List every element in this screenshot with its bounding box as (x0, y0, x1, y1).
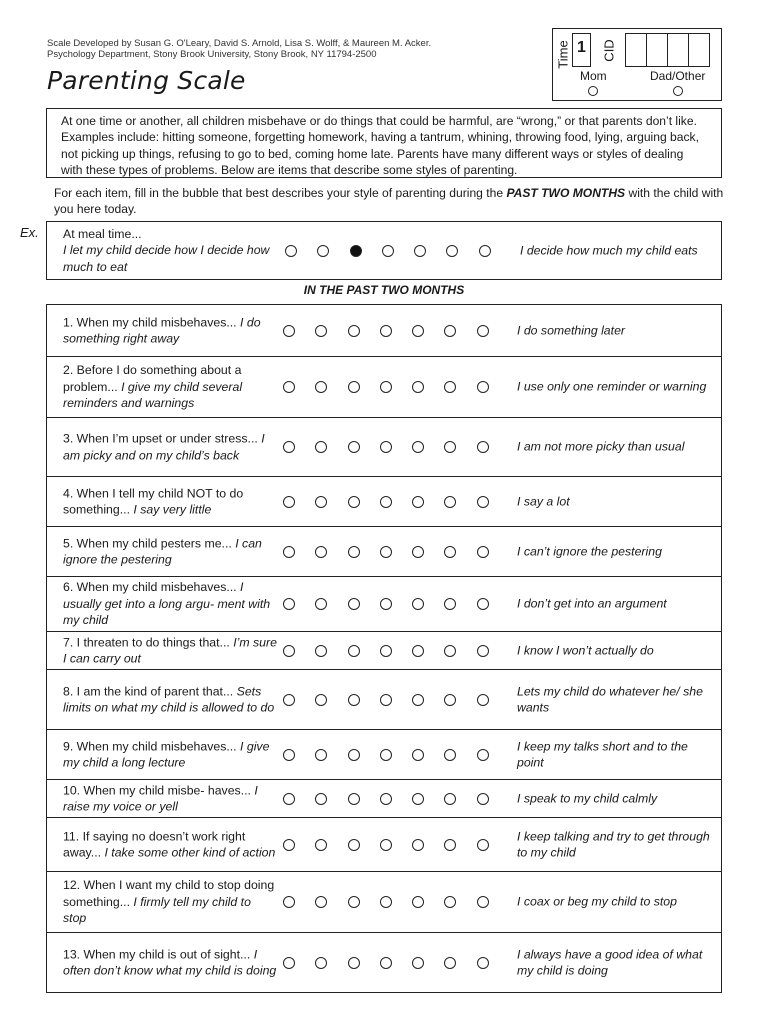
item-3-bubble-5[interactable] (412, 441, 424, 453)
section-heading: IN THE PAST TWO MONTHS (303, 283, 465, 297)
item-1-bubble-2[interactable] (315, 325, 327, 337)
item-9-bubble-2[interactable] (315, 749, 327, 761)
scale-credit (47, 38, 431, 60)
example-left (63, 226, 277, 276)
item-row-2 (47, 356, 721, 417)
item-13-bubble-1[interactable] (283, 957, 295, 969)
item-11-bubble-4[interactable] (380, 839, 392, 851)
example-bubble-5[interactable] (414, 245, 426, 257)
example-bubble-4[interactable] (382, 245, 394, 257)
item-7-bubble-7[interactable] (477, 645, 489, 657)
item-right-anchor: I use only one reminder or warning (517, 379, 707, 394)
item-1-bubble-4[interactable] (380, 325, 392, 337)
time-label: Time (555, 39, 571, 69)
example-bubble-3[interactable] (350, 245, 362, 257)
item-11-bubble-6[interactable] (444, 839, 456, 851)
item-11-bubble-1[interactable] (283, 839, 295, 851)
example-right-anchor: I decide how much my child eats (520, 243, 698, 258)
item-left-anchor: I give my child a long lecture (63, 738, 270, 770)
item-3-bubble-3[interactable] (348, 441, 360, 453)
item-13-bubble-4[interactable] (380, 957, 392, 969)
item-9-bubble-7[interactable] (477, 749, 489, 761)
item-11-bubble-5[interactable] (412, 839, 424, 851)
example-scale (285, 245, 511, 257)
item-9-bubble-1[interactable] (283, 749, 295, 761)
cid-digit-box[interactable] (688, 33, 710, 67)
example-left-anchor: I let my child decide how I decide how much to eat (63, 243, 270, 274)
item-11-bubble-3[interactable] (348, 839, 360, 851)
instructions-emphasis: PAST TWO MONTHS (506, 186, 626, 200)
item-5-bubble-5[interactable] (412, 546, 424, 558)
item-1-bubble-1[interactable] (283, 325, 295, 337)
mom-label: Mom (580, 69, 607, 83)
item-left (63, 535, 277, 568)
item-7-bubble-6[interactable] (444, 645, 456, 657)
item-6-bubble-4[interactable] (380, 598, 392, 610)
item-stem: 11. If saying no doesn’t work right away... (63, 828, 246, 860)
item-left-anchor: I say very little (133, 502, 212, 517)
item-13-bubble-6[interactable] (444, 957, 456, 969)
item-4-bubble-3[interactable] (348, 496, 360, 508)
item-13-bubble-7[interactable] (477, 957, 489, 969)
item-13-bubble-5[interactable] (412, 957, 424, 969)
item-7-bubble-3[interactable] (348, 645, 360, 657)
item-4-bubble-7[interactable] (477, 496, 489, 508)
items-table (46, 304, 722, 993)
item-scale (283, 793, 509, 805)
item-11-bubble-7[interactable] (477, 839, 489, 851)
cid-digit-box[interactable] (625, 33, 647, 67)
item-left-anchor: I take some other kind of action (104, 845, 276, 860)
item-1-bubble-7[interactable] (477, 325, 489, 337)
item-left-anchor: I do something right away (63, 314, 261, 346)
item-3-bubble-1[interactable] (283, 441, 295, 453)
time-value: 1 (572, 33, 591, 67)
item-5-bubble-4[interactable] (380, 546, 392, 558)
item-8-bubble-2[interactable] (315, 694, 327, 706)
item-stem: 8. I am the kind of parent that... (63, 683, 237, 698)
item-stem: 4. When I tell my child NOT to do something... (63, 485, 244, 517)
item-row-8 (47, 669, 721, 729)
item-row-5 (47, 526, 721, 576)
item-2-bubble-4[interactable] (380, 381, 392, 393)
example-bubble-7[interactable] (479, 245, 491, 257)
item-row-11 (47, 817, 721, 871)
item-row-7 (47, 631, 721, 669)
item-9-bubble-5[interactable] (412, 749, 424, 761)
item-8-bubble-7[interactable] (477, 694, 489, 706)
item-right-anchor: I say a lot (517, 494, 570, 509)
item-10-bubble-2[interactable] (315, 793, 327, 805)
dad-bubble[interactable] (673, 86, 683, 96)
item-7-bubble-4[interactable] (380, 645, 392, 657)
item-4-bubble-5[interactable] (412, 496, 424, 508)
item-8-bubble-6[interactable] (444, 694, 456, 706)
item-5-bubble-6[interactable] (444, 546, 456, 558)
item-right-anchor: I know I won’t actually do (517, 643, 654, 658)
item-10-bubble-4[interactable] (380, 793, 392, 805)
item-3-bubble-4[interactable] (380, 441, 392, 453)
item-stem: 2. Before I do something about a problem... (63, 363, 242, 394)
intro-paragraph: At one time or another, all children misbehave or do things that could be harmful, are “wrong,” or that parents don’t like. Examples include: hitting someone, forgetting homework, having a tantrum, whining, throwing food, lying, arguing back, not picking up things, refusing to go to bed, coming home late. Parents have many different ways or styles of dealing with these types of problems. Below are items that describe some styles of parenting. (46, 108, 722, 178)
item-7-bubble-1[interactable] (283, 645, 295, 657)
item-2-bubble-6[interactable] (444, 381, 456, 393)
item-6-bubble-6[interactable] (444, 598, 456, 610)
item-right-anchor: I can’t ignore the pestering (517, 544, 662, 559)
item-left (63, 634, 277, 667)
item-6-bubble-5[interactable] (412, 598, 424, 610)
example-bubble-2[interactable] (317, 245, 329, 257)
instructions: For each item, fill in the bubble that best describes your style of parenting during the PAST TWO MONTHS with the child with you here today. (54, 186, 724, 217)
item-12-bubble-6[interactable] (444, 896, 456, 908)
item-9-bubble-6[interactable] (444, 749, 456, 761)
item-2-bubble-3[interactable] (348, 381, 360, 393)
item-4-bubble-2[interactable] (315, 496, 327, 508)
item-11-bubble-2[interactable] (315, 839, 327, 851)
item-12-bubble-3[interactable] (348, 896, 360, 908)
item-stem: 3. When I’m upset or under stress... (63, 431, 262, 446)
item-10-bubble-1[interactable] (283, 793, 295, 805)
credit-line-2: Psychology Department, Stony Brook University, Stony Brook, NY 11794-2500 (47, 49, 377, 60)
item-scale (283, 496, 509, 508)
item-stem: 13. When my child is out of sight... (63, 946, 254, 961)
example-item (46, 221, 722, 280)
item-1-bubble-5[interactable] (412, 325, 424, 337)
item-stem: 10. When my child misbe- haves... (63, 782, 255, 797)
item-left-anchor: I’m sure I can carry out (63, 634, 277, 666)
example-bubble-1[interactable] (285, 245, 297, 257)
item-row-12 (47, 871, 721, 932)
item-left (63, 877, 277, 927)
item-6-bubble-1[interactable] (283, 598, 295, 610)
item-left-anchor: I give my child several reminders and warnings (63, 379, 243, 411)
item-right-anchor: I don’t get into an argument (517, 596, 667, 611)
example-bubble-6[interactable] (446, 245, 458, 257)
item-right-anchor: Lets my child do whatever he/ she wants (517, 683, 703, 715)
item-12-bubble-4[interactable] (380, 896, 392, 908)
item-12-bubble-7[interactable] (477, 896, 489, 908)
item-13-bubble-2[interactable] (315, 957, 327, 969)
item-6-bubble-2[interactable] (315, 598, 327, 610)
item-10-bubble-3[interactable] (348, 793, 360, 805)
id-box (552, 28, 722, 101)
item-3-bubble-2[interactable] (315, 441, 327, 453)
item-8-bubble-1[interactable] (283, 694, 295, 706)
item-left-anchor: I am picky and on my child’s back (63, 431, 265, 462)
item-left (63, 782, 277, 815)
item-left (63, 579, 277, 629)
item-row-6 (47, 576, 721, 631)
mom-option (580, 69, 607, 96)
item-left (63, 362, 277, 412)
cid-label: CID (601, 38, 617, 62)
item-scale (283, 441, 509, 453)
item-5-bubble-1[interactable] (283, 546, 295, 558)
item-left-anchor: I often don’t know what my child is doing (63, 946, 277, 978)
item-left (63, 828, 277, 861)
item-row-4 (47, 476, 721, 526)
dad-option (650, 69, 705, 96)
item-row-9 (47, 729, 721, 779)
item-2-bubble-1[interactable] (283, 381, 295, 393)
item-scale (283, 839, 509, 851)
item-row-1 (47, 305, 721, 356)
item-stem: 12. When I want my child to stop doing something... (63, 878, 275, 909)
item-3-bubble-6[interactable] (444, 441, 456, 453)
item-left (63, 430, 277, 463)
cid-entry (626, 33, 710, 67)
item-7-bubble-5[interactable] (412, 645, 424, 657)
cid-digit-box[interactable] (667, 33, 689, 67)
item-2-bubble-2[interactable] (315, 381, 327, 393)
item-5-bubble-2[interactable] (315, 546, 327, 558)
item-scale (283, 325, 509, 337)
item-right-anchor: I do something later (517, 323, 626, 338)
item-2-bubble-5[interactable] (412, 381, 424, 393)
item-stem: 1. When my child misbehaves... (63, 314, 241, 329)
item-row-13 (47, 932, 721, 992)
item-10-bubble-6[interactable] (444, 793, 456, 805)
item-8-bubble-4[interactable] (380, 694, 392, 706)
mom-bubble[interactable] (588, 86, 598, 96)
item-1-bubble-6[interactable] (444, 325, 456, 337)
item-5-bubble-7[interactable] (477, 546, 489, 558)
item-12-bubble-5[interactable] (412, 896, 424, 908)
item-stem: 7. I threaten to do things that... (63, 634, 234, 649)
item-stem: 9. When my child misbehaves... (63, 738, 241, 753)
item-left (63, 485, 277, 518)
item-left (63, 683, 277, 716)
item-scale (283, 645, 509, 657)
example-label: Ex. (20, 225, 39, 240)
item-left-anchor: I usually get into a long argu- ment with my child (63, 580, 271, 628)
item-right-anchor: I always have a good idea of what my child is doing (517, 946, 703, 978)
item-12-bubble-1[interactable] (283, 896, 295, 908)
item-left (63, 946, 277, 979)
item-scale (283, 694, 509, 706)
item-1-bubble-3[interactable] (348, 325, 360, 337)
item-8-bubble-5[interactable] (412, 694, 424, 706)
cid-digit-box[interactable] (646, 33, 668, 67)
item-scale (283, 546, 509, 558)
item-scale (283, 749, 509, 761)
item-7-bubble-2[interactable] (315, 645, 327, 657)
item-5-bubble-3[interactable] (348, 546, 360, 558)
item-9-bubble-3[interactable] (348, 749, 360, 761)
item-3-bubble-7[interactable] (477, 441, 489, 453)
item-stem: 5. When my child pesters me... (63, 535, 236, 550)
item-right-anchor: I coax or beg my child to stop (517, 894, 677, 909)
item-6-bubble-7[interactable] (477, 598, 489, 610)
credit-line-1: Scale Developed by Susan G. O'Leary, David S. Arnold, Lisa S. Wolff, & Maureen M. Acker. (47, 38, 432, 49)
item-4-bubble-6[interactable] (444, 496, 456, 508)
page-title: Parenting Scale (47, 66, 246, 95)
item-left-anchor: Sets limits on what my child is allowed to do (63, 683, 275, 715)
item-right-anchor: I keep my talks short and to the point (517, 738, 688, 770)
item-10-bubble-7[interactable] (477, 793, 489, 805)
item-4-bubble-1[interactable] (283, 496, 295, 508)
item-right-anchor: I speak to my child calmly (517, 791, 658, 806)
item-right-anchor: I keep talking and try to get through to my child (517, 828, 710, 860)
item-13-bubble-3[interactable] (348, 957, 360, 969)
item-right-anchor: I am not more picky than usual (517, 439, 685, 454)
item-2-bubble-7[interactable] (477, 381, 489, 393)
item-stem: 6. When my child misbehaves... (63, 580, 241, 595)
item-10-bubble-5[interactable] (412, 793, 424, 805)
item-scale (283, 957, 509, 969)
item-row-10 (47, 779, 721, 817)
item-left (63, 314, 277, 347)
example-stem: At meal time... (63, 226, 142, 241)
item-scale (283, 598, 509, 610)
item-6-bubble-3[interactable] (348, 598, 360, 610)
item-left (63, 738, 277, 771)
item-left-anchor: I can ignore the pestering (63, 535, 262, 567)
item-scale (283, 896, 509, 908)
item-8-bubble-3[interactable] (348, 694, 360, 706)
item-9-bubble-4[interactable] (380, 749, 392, 761)
item-left-anchor: I firmly tell my child to stop (63, 894, 251, 926)
item-left-anchor: I raise my voice or yell (63, 782, 258, 814)
item-scale (283, 381, 509, 393)
item-4-bubble-4[interactable] (380, 496, 392, 508)
item-row-3 (47, 417, 721, 476)
dad-label: Dad/Other (650, 69, 706, 83)
item-12-bubble-2[interactable] (315, 896, 327, 908)
